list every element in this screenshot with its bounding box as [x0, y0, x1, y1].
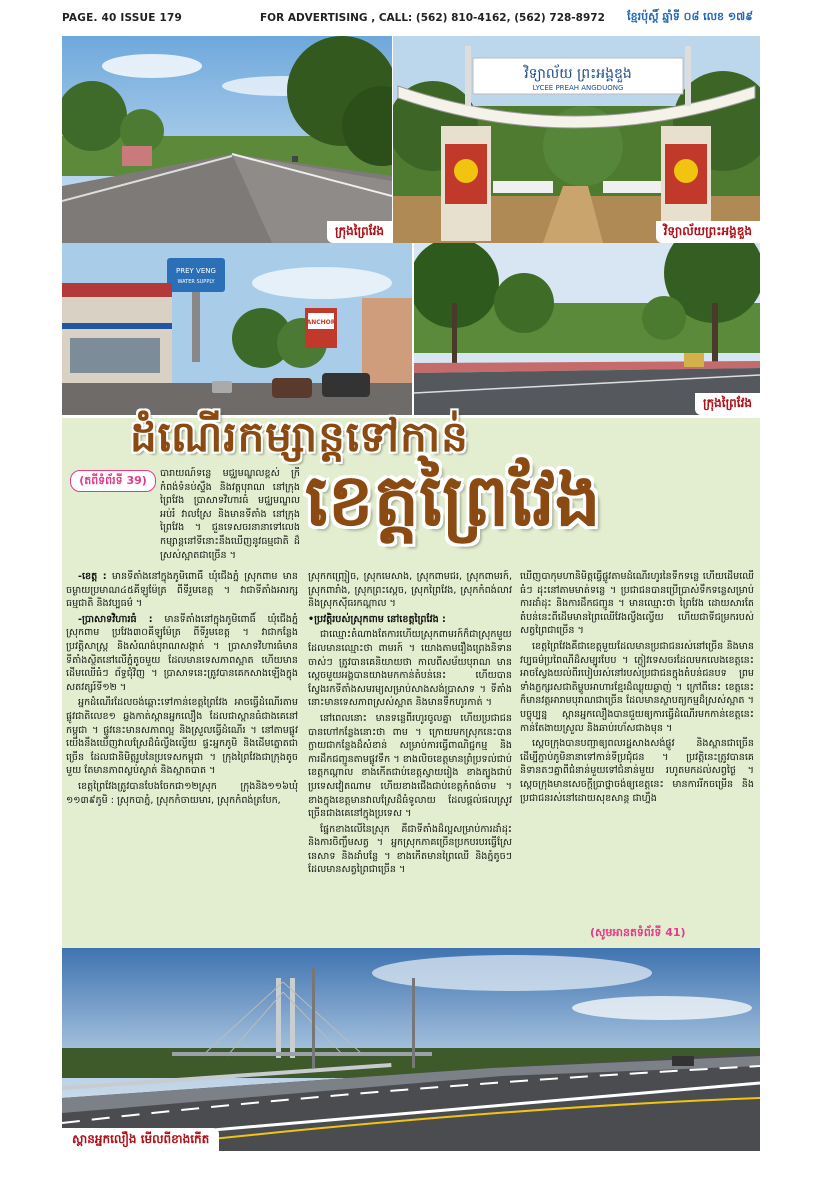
col1-p2-lead: -ប្រាសាទវិហារធំ :: [78, 613, 153, 625]
col2-p1-text: ស្រុកកញ្ជ្រៀច, ស្រុកមេសាង, ស្រុកពាមជរ, ស្រុកពាមរក៍, ស្រុកពារាំង, ស្រុកព្រះស្ដេច, ស្រុកព្រៃវែង, ស្រុកកំពង់លាវ និងស្រុកស៊ីធរកណ្ដាល ។: [308, 571, 512, 610]
photo-school-gate: [393, 36, 760, 243]
page-header: [0, 0, 823, 34]
col1-p4-text: ខេត្តព្រៃវែងត្រូវបានបែងចែកជា១២ស្រុក ក្រុងនិង១១៦ឃុំ ១១៣៩ភូមិ : ស្រុកបាភ្នំ, ស្រុកកំចាយមារ, ស្រុកកំពង់ត្របែក,: [66, 780, 298, 806]
advertising-contact: FOR ADVERTISING , CALL: (562) 810-4162, (562) 728-8972: [260, 12, 605, 24]
photo-boulevard: [414, 243, 760, 415]
khmer-issue: ខ្មែរប៉ុស្តិ៍ ឆ្នាំទី ០៨ លេខ ១៧៩: [627, 10, 753, 23]
page-issue: PAGE. 40 ISSUE 179: [62, 12, 182, 24]
caption-top-left: ក្រុងព្រៃវែង: [327, 221, 392, 243]
col2-p4-text: ផ្នែកខាងលើនៃស្រុក គឺជាទីតាំងដ៏ល្អសម្រាប់ការដាំដុះ និងការចិញ្ចឹមសត្វ ។ អ្នកស្រុកភាគច្រើនប្រកបរបរធ្វើស្រែ នេសាទ និងដាំបន្លែ ។ ខាងកើតមានព្រៃឈើ និងភ្នំតូចៗ ដែលមានសត្វព្រៃជាច្រើន ។: [308, 823, 512, 876]
tower-name: PREY VENG: [176, 267, 216, 275]
tower-sub: WATER SUPPLY: [177, 279, 215, 285]
article-column-1-top: [160, 467, 300, 567]
anchor-sign: ANCHOR: [306, 319, 336, 326]
col3-p3-text: ស្ដេចក្រុងបានបញ្ជាឲ្យពលរដ្ឋសាងសង់ផ្លូវ និងស្ពានជាច្រើន ដើម្បីភ្ជាប់ភូមិនានាទៅកាន់ទីប្រជុំជន ។ ប្រវត្តិនេះត្រូវបានគេនិទានតៗគ្នាពីជំនាន់មួយទៅជំនាន់មួយ រហូតមកដល់សព្វថ្ងៃ ។ ស្ដេចក្រុងមានសេចក្ដីប្រាថ្នាចង់ឲ្យខេត្តនេះ មានការរីកចម្រើន និងប្រជាជនរស់នៅដោយសុខសាន្ត ជាហ្នឹង: [520, 738, 754, 804]
continued-from-badge[interactable]: (តពីទំព័រទី 39): [70, 470, 156, 492]
article-column-3: [520, 570, 754, 922]
photo-bridge: [62, 948, 760, 1151]
col2-p3-text: នៅពេលនោះ មានទន្លេពីរហូរចូលគ្នា ហើយប្រជាជនបានហៅកន្លែងនោះថា ពាម ។ ក្រោយមកស្រុកនេះបានក្លាយជាកន្លែងដ៏សំខាន់ សម្រាប់ការធ្វើពាណិជ្ជកម្ម និងការដឹកជញ្ជូនតាមផ្លូវទឹក ។ ខាងលិចខេត្តមានព្រំប្រទល់ជាប់ខេត្តកណ្ដាល ខាងកើតជាប់ខេត្តស្វាយរៀង ខាងត្បូងជាប់ប្រទេសវៀតណាម ហើយខាងជើងជាប់ខេត្តកំពង់ចាម ។ ខាងក្នុងខេត្តមានវាលស្រែដ៏ធំទូលាយ ដែលផ្ដល់ផលស្រូវច្រើនជាងគេនៅក្នុងប្រទេស ។: [308, 712, 512, 820]
col2-p2-text: ជាឈ្មោះតំណាងតែការហើយស្រុកពាមរក៍ក៏ជាស្រុកមួយដែលមានឈ្មោះថា ពាមរក៍ ។ យោងតាមរឿងព្រេងនិទានចាស់ៗ ត្រូវបានគេនិយាយថា កាលពីសម័យបុរាណ មានស្ដេចមួយអង្គបានយាងមកកាន់តំបន់នេះ ហើយបានស្វែងរកទីតាំងសមរម្យសម្រាប់សាងសង់ប្រាសាទ ។ ទីតាំងនោះមានទេសភាពស្រស់ស្អាត និងមានទឹកហូរកាត់ ។: [308, 629, 512, 709]
col1-p2-text: មានទីតាំងនៅក្នុងភូមិពោធិ៍ ឃុំជើងភ្នំ ស្រុកពាម ប្រវែង៣០គីឡូម៉ែត្រ ពីទីរួមខេត្ត ។ វាជាកន្លែងប្រវត្តិសាស្ត្រ និងសំណង់បុរាណសង្កាត់ ។ ប្រាសាទវិហារធំមានទីតាំងស្ថិតនៅលើភ្នំតូចមួយ ដែលមានទេសភាពស្អាត ហើយមានដើមឈើធំៗ ព័ទ្ធជុំវិញ ។ ប្រាសាទនេះត្រូវបានគេកសាងឡើងក្នុងសតវត្សរ៍ទី១២ ។: [66, 613, 298, 693]
article-title-line1: ដំណើរកម្សាន្តទៅកាន់: [130, 412, 469, 461]
article-column-1: [66, 570, 298, 938]
col2-subheading: •ប្រវត្តិរបស់ស្រុកពាម នៅខេត្តព្រៃវែង :: [308, 613, 446, 625]
article-title-line2: ខេត្តព្រៃវែង: [305, 458, 601, 542]
photo-street-top-left: [62, 36, 392, 243]
col1-p1-text: មានទីតាំងនៅក្នុងភូមិពោធិ៍ ឃុំជើងភ្នំ ស្រុកពាម មានចម្ងាយប្រមាណ៤៥គីឡូម៉ែត្រ ពីទីរួមខេត្ត ។ វាជាទីតាំងអារក្សធម្មជាតិ និងវប្បធម៌ ។: [66, 571, 298, 610]
article-column-2: [308, 570, 512, 938]
photo-town-water-tower: [62, 243, 412, 415]
col1-p1-lead: -ខេត្ត :: [78, 571, 107, 582]
caption-bridge: ស្ពានអ្នកលឿង មើលពីខាងកើត: [62, 1128, 219, 1152]
caption-top-right: វិទ្យាល័យព្រះអង្គឌួង: [656, 221, 760, 243]
gate-sign-khmer: វិទ្យាល័យ ព្រះអង្គឌួង: [524, 66, 632, 82]
col3-p1-text: ឃើញបាកុមហានិមិត្តធ្វើផ្លូវតាមដំណើរហូរនៃទឹកទន្លេ ហើយដើមឈើធំៗ ដុះនៅតាមមាត់ទន្លេ ។ ប្រជាជនបានប្រើប្រាស់ទឹកទន្លេសម្រាប់ការដាំដុះ និងការដឹកជញ្ជូន ។ មានឈ្មោះថា ព្រៃវែង ដោយសារតែតំបន់នេះពីដើមមានព្រៃឈើវែងល្វឹងល្វើយ ហើយជាទីជម្រករបស់សត្វព្រៃជាច្រើន ។: [520, 571, 754, 637]
caption-mid-right: ក្រុងព្រៃវែង: [695, 393, 760, 415]
col1-p3-text: អ្នកដំណើរដែលចង់ឆ្ពោះទៅកាន់ខេត្តព្រៃវែង អាចធ្វើដំណើរតាមផ្លូវជាតិលេខ១ ឆ្លងកាត់ស្ពានអ្នកលឿង ដែលជាស្ពានធំជាងគេនៅកម្ពុជា ។ ផ្លូវនេះមានសភាពល្អ និងស្រួលធ្វើដំណើរ ។ នៅតាមផ្លូវយើងនឹងឃើញវាលស្រែដ៏ធំល្វឹងល្វើយ ផ្ទះអ្នកភូមិ និងដើមត្នោតជាច្រើន ដែលជានិមិត្តរូបនៃប្រទេសកម្ពុជា ។ ក្រុងព្រៃវែងជាក្រុងតូចមួយ តែមានភាពស្ងប់ស្ងាត់ និងស្អាតបាត ។: [66, 697, 298, 777]
continued-to-link[interactable]: (សូមអានតទំព័រទី 41): [590, 926, 686, 939]
col1-top-text: បារាយណ៍ទន្លេ មជ្ឈមណ្ឌលខ្ពស់ ក្រី កំពង់ទំនប់ស្ទឹង និងវត្តបុរាណ នៅក្រុងព្រៃវែង ប្រាសាទវិហារធំ មជ្ឈមណ្ឌលអប់រំ វាលស្រែ និងមានទីតាំង នៅក្រុងព្រៃវែង ។ ជួនទេសចរនានាទៅលេងកម្សាន្តនៅទីនោះនឹងឃើញនូវធម្មជាតិ ដ៏ស្រស់ស្អាតជាច្រើន ។: [160, 468, 300, 561]
col3-p2-text: ខេត្តព្រៃវែងគឺជាខេត្តមួយដែលមានប្រជាជនរស់នៅច្រើន និងមានវប្បធម៌ប្រពៃណីដ៏សម្បូរបែប ។ ភ្ញៀវទេសចរដែលមកលេងខេត្តនេះ អាចស្វែងយល់ពីរបៀបរស់នៅរបស់ប្រជាជនក្នុងតំបន់ជនបទ ព្រមទាំងភ្លក្សរសជាតិម្ហូបអាហារខ្មែរដ៏ឈ្ងុយឆ្ងាញ់ ។ ក្រៅពីនេះ ខេត្តនេះក៏មានវត្តអារាមបុរាណជាច្រើន ដែលមានស្ថាបត្យកម្មដ៏ស្រស់ស្អាត ។ បច្ចុប្បន្ន ស្ពានអ្នកលឿងបានជួយឲ្យការធ្វើដំណើរមកកាន់ខេត្តនេះកាន់តែងាយស្រួល និងឆាប់រហ័សជាងមុន ។: [520, 640, 754, 734]
gate-sign-latin: LYCEE PREAH ANGDUONG: [532, 84, 624, 92]
